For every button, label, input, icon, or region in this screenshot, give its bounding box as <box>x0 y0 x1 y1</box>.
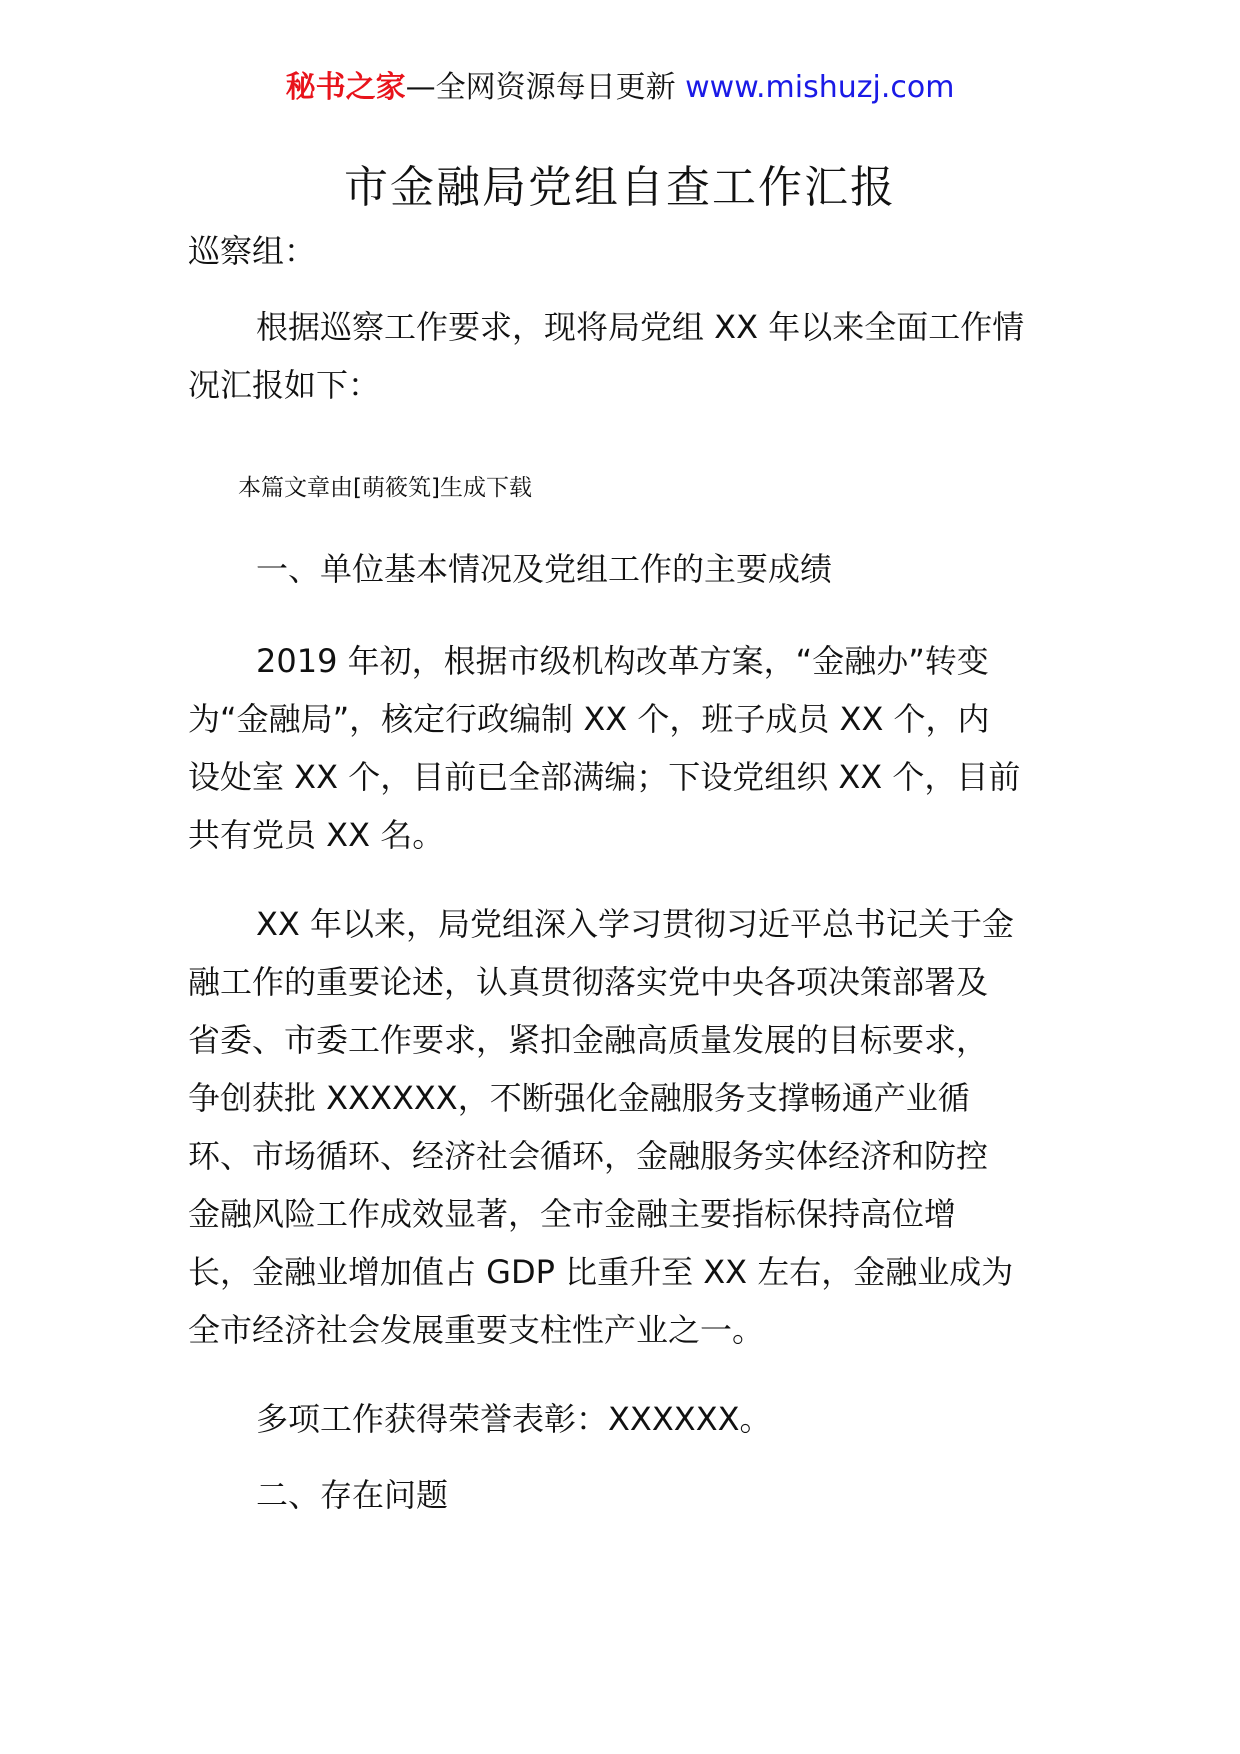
site-slogan: —全网资源每日更新 <box>405 70 676 105</box>
text-line: 争创获批 XXXXXX，不断强化金融服务支撑畅通产业循 <box>188 1079 970 1117</box>
honors-paragraph: 多项工作获得荣誉表彰：XXXXXX。 <box>256 1400 772 1438</box>
text-line: 融工作的重要论述，认真贯彻落实党中央各项决策部署及 <box>188 963 989 1001</box>
text-line: 为“金融局”，核定行政编制 XX 个，班子成员 XX 个，内 <box>188 700 990 738</box>
site-brand: 秘书之家 <box>285 70 406 105</box>
text-line: 2019 年初，根据市级机构改革方案，“金融办”转变 <box>256 642 989 680</box>
section1-heading: 一、单位基本情况及党组工作的主要成绩 <box>256 550 833 588</box>
text-line: 况汇报如下： <box>188 366 381 404</box>
site-url-link[interactable]: www.mishuzj.com <box>685 70 955 105</box>
text-line: 根据巡察工作要求，现将局党组 XX 年以来全面工作情 <box>256 308 1025 346</box>
text-line: 设处室 XX 个，目前已全部满编；下设党组织 XX 个，目前 <box>188 758 1021 796</box>
section2-heading: 二、存在问题 <box>256 1476 449 1514</box>
text-line: 共有党员 XX 名。 <box>188 816 445 854</box>
site-header <box>0 68 1240 108</box>
text-line: 长，金融业增加值占 GDP 比重升至 XX 左右，金融业成为 <box>188 1253 1014 1291</box>
paragraph-achievements <box>188 895 1058 1359</box>
text-line: XX 年以来，局党组深入学习贯彻习近平总书记关于金 <box>256 905 1015 943</box>
download-note: 本篇文章由[萌筱笂]生成下载 <box>238 475 532 501</box>
salutation: 巡察组： <box>188 232 317 270</box>
text-line: 全市经济社会发展重要支柱性产业之一。 <box>188 1311 765 1349</box>
paragraph-basic-info <box>188 632 1058 864</box>
text-line: 金融风险工作成效显著，全市金融主要指标保持高位增 <box>188 1195 957 1233</box>
text-line: 环、市场循环、经济社会循环，金融服务实体经济和防控 <box>188 1137 989 1175</box>
document-title: 市金融局党组自查工作汇报 <box>344 162 896 213</box>
text-line: 省委、市委工作要求，紧扣金融高质量发展的目标要求， <box>188 1021 989 1059</box>
intro-paragraph <box>188 298 1058 414</box>
